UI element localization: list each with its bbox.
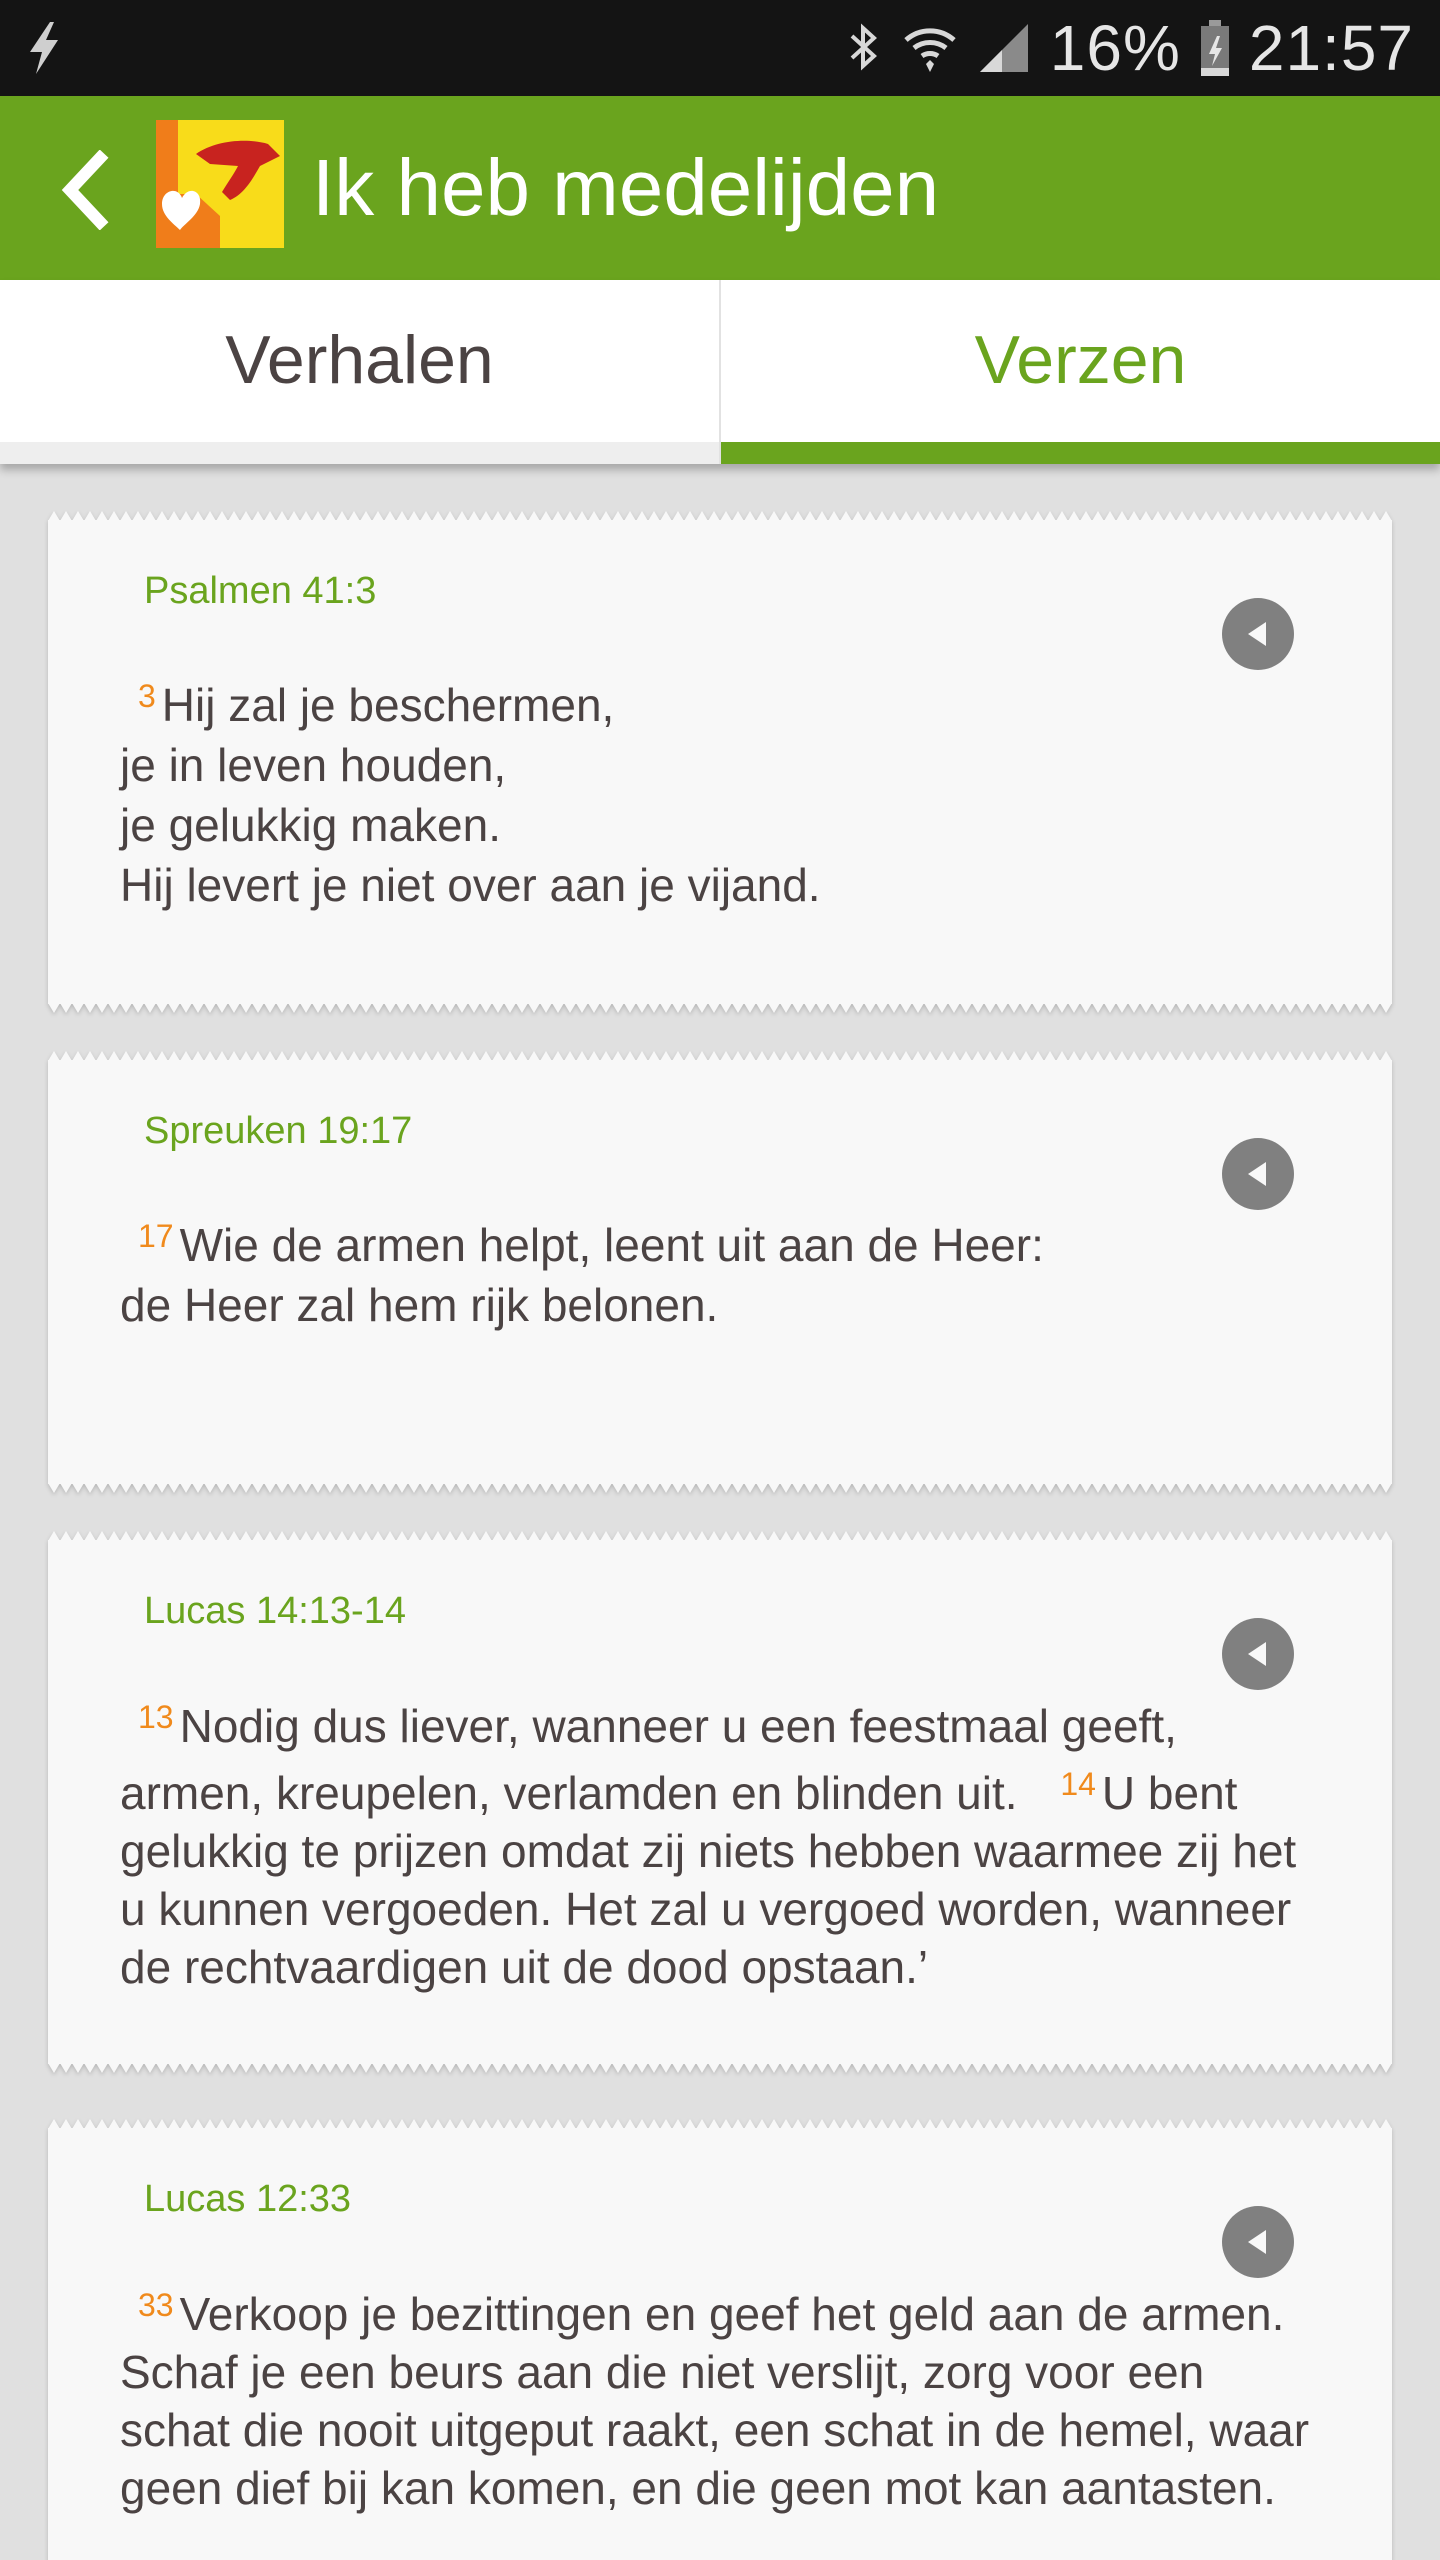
tab-label: Verhalen bbox=[225, 322, 494, 398]
signal-icon bbox=[976, 20, 1032, 76]
play-audio-button[interactable] bbox=[1222, 1138, 1294, 1210]
wifi-icon bbox=[902, 20, 958, 76]
tab-indicator bbox=[721, 442, 1440, 464]
tab-label: Verzen bbox=[974, 322, 1187, 398]
verse-line: je in leven houden, bbox=[120, 739, 507, 791]
card-edge-shape bbox=[48, 2119, 1392, 2129]
verse-number: 13 bbox=[138, 1699, 174, 1735]
card-edge-shape bbox=[48, 1051, 1392, 1061]
verse-line: Hij levert je niet over aan je vijand. bbox=[120, 859, 821, 911]
verse-reference: Lucas 14:13-14 bbox=[144, 1590, 406, 1632]
card-edge-shape bbox=[48, 1483, 1392, 1493]
verse-fragment: U bent gelukkig te prijzen omdat zij niets hebben waarmee zij het u kunnen vergoeden. Het zal u vergoed worden, wanneer de rechtvaardigen uit de dood opstaan.’ bbox=[120, 1767, 1297, 1993]
verse-reference: Psalmen 41:3 bbox=[144, 570, 377, 612]
card-edge-shape bbox=[48, 2063, 1392, 2073]
tab-verhalen[interactable] bbox=[0, 280, 719, 464]
verse-reference: Spreuken 19:17 bbox=[144, 1110, 413, 1152]
status-bar bbox=[0, 0, 1440, 96]
card-edge bbox=[48, 1483, 1392, 1495]
card-edge-shape bbox=[48, 1531, 1392, 1541]
play-back-icon bbox=[1242, 1158, 1274, 1190]
verse-line: je gelukkig maken. bbox=[120, 799, 501, 851]
verse-number: 3 bbox=[138, 678, 156, 714]
play-back-icon bbox=[1242, 2226, 1274, 2258]
flash-icon bbox=[24, 20, 64, 76]
verse-card bbox=[48, 2128, 1392, 2560]
play-audio-button[interactable] bbox=[1222, 598, 1294, 670]
verse-number: 33 bbox=[138, 2287, 174, 2323]
card-edge bbox=[48, 509, 1392, 521]
page-title: Ik heb medelijden bbox=[312, 143, 940, 232]
play-back-icon bbox=[1242, 618, 1274, 650]
card-edge bbox=[48, 1003, 1392, 1015]
card-edge bbox=[48, 1049, 1392, 1061]
play-audio-button[interactable] bbox=[1222, 2206, 1294, 2278]
card-edge bbox=[48, 1529, 1392, 1541]
verse-reference: Lucas 12:33 bbox=[144, 2178, 352, 2220]
verse-text bbox=[120, 1688, 1312, 1996]
app-bar bbox=[0, 96, 1440, 280]
card-edge-shape bbox=[48, 1003, 1392, 1013]
battery-icon bbox=[1199, 18, 1231, 78]
verse-card bbox=[48, 1540, 1392, 2064]
verse-card bbox=[48, 1060, 1392, 1484]
verse-fragment: Nodig dus liever, wanneer u een feestmaal geeft, armen, kreupelen, verlamden en blinden uit. bbox=[120, 1700, 1177, 1819]
battery-percentage: 16% bbox=[1049, 12, 1181, 84]
verse-text bbox=[120, 1206, 1312, 1335]
verse-list[interactable] bbox=[0, 464, 1440, 2560]
heart-hands-logo bbox=[156, 120, 284, 248]
card-edge-shape bbox=[48, 511, 1392, 521]
verse-line: Hij zal je beschermen, bbox=[161, 679, 615, 731]
verse-text bbox=[120, 666, 1312, 915]
tab-bar bbox=[0, 280, 1440, 464]
verse-number: 17 bbox=[138, 1218, 174, 1254]
card-edge bbox=[48, 2063, 1392, 2075]
play-audio-button[interactable] bbox=[1222, 1618, 1294, 1690]
card-edge bbox=[48, 2117, 1392, 2129]
play-back-icon bbox=[1242, 1638, 1274, 1670]
verse-line: Wie de armen helpt, leent uit aan de Heer: bbox=[179, 1219, 1044, 1271]
bluetooth-icon bbox=[844, 20, 884, 76]
verse-line: de Heer zal hem rijk belonen. bbox=[120, 1279, 719, 1331]
back-arrow-icon[interactable] bbox=[56, 150, 116, 230]
verse-fragment: Verkoop je bezittingen en geef het geld aan de armen. Schaf je een beurs aan die niet verslijt, zorg voor een schat die nooit uitgeput raakt, een schat in de hemel, waar geen dief bij kan komen, en die geen mot kan aantasten. bbox=[120, 2288, 1310, 2514]
verse-card bbox=[48, 520, 1392, 1004]
verse-text bbox=[120, 2276, 1312, 2517]
tab-verzen[interactable] bbox=[719, 280, 1440, 464]
tab-indicator bbox=[0, 442, 719, 464]
verse-number: 14 bbox=[1060, 1766, 1096, 1802]
clock: 21:57 bbox=[1248, 12, 1414, 84]
